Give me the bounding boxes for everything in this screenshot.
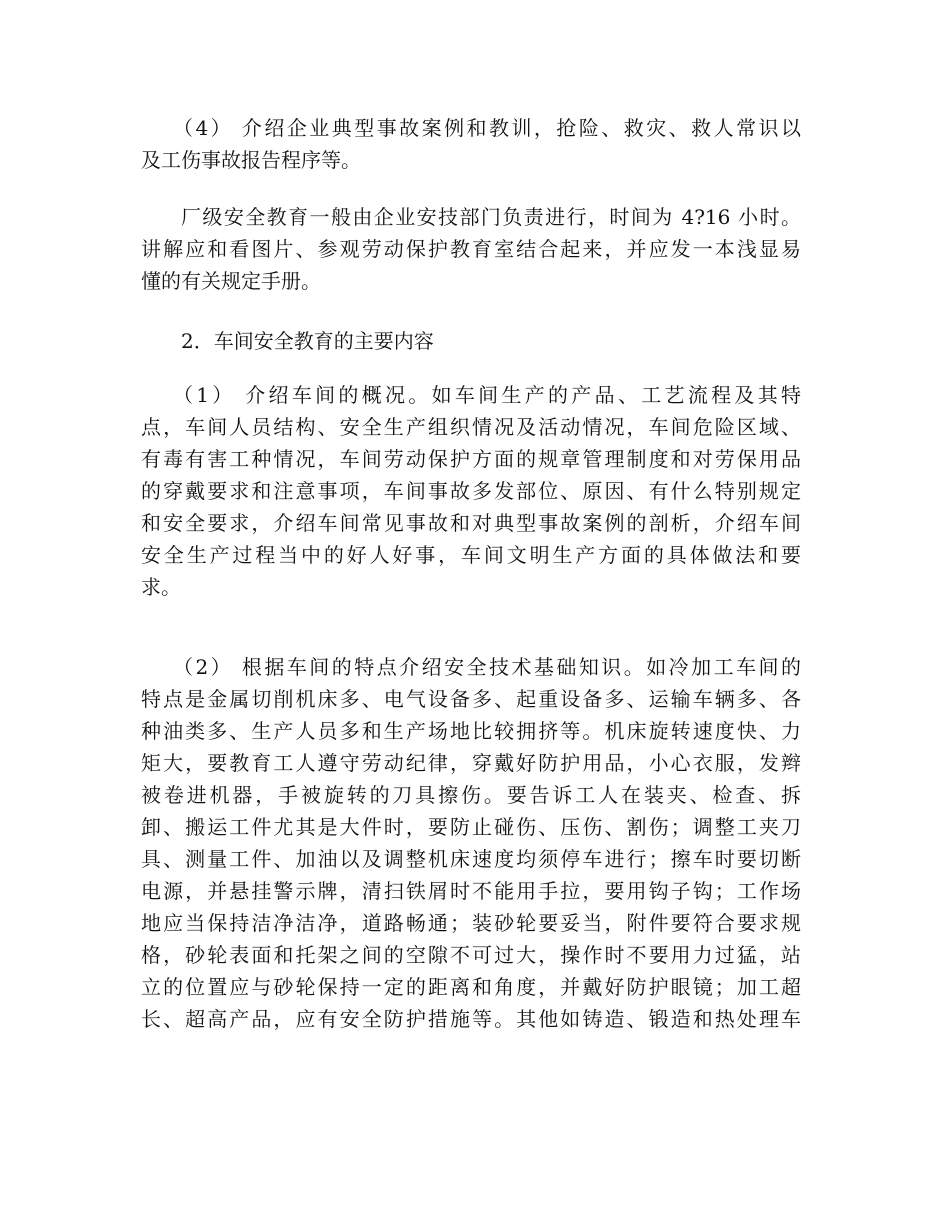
text-line: 被卷进机器，手被旋转的刀具擦伤。要告诉工人在装夹、检查、拆 (141, 783, 801, 807)
text-line: 长、超高产品，应有安全防护措施等。其他如铸造、锻造和热处理车 (141, 1007, 801, 1031)
text-line: 特点是金属切削机床多、电气设备多、起重设备多、运输车辆多、各 (141, 687, 801, 711)
text-line: 求。 (141, 575, 181, 599)
text-line: 和安全要求，介绍车间常见事故和对典型事故案例的剖析，介绍车间 (141, 511, 801, 535)
text-line: 点，车间人员结构、安全生产组织情况及活动情况，车间危险区域、 (141, 415, 801, 439)
paragraph-workshop-overview (141, 379, 801, 603)
text-line: 电源，并悬挂警示牌，清扫铁屑时不能用手拉，要用钩子钩；工作场 (141, 879, 801, 903)
text-line: 地应当保持洁净洁净，道路畅通；装砂轮要妥当，附件要符合要求规 (141, 911, 801, 935)
text-line: 懂的有关规定手册。 (141, 269, 321, 293)
section-heading-text: 2．车间安全教育的主要内容 (181, 329, 434, 353)
paragraph-factory-education (141, 201, 801, 297)
section-heading (141, 325, 801, 357)
text-line: 具、测量工件、加油以及调整机床速度均须停车进行；擦车时要切断 (141, 847, 801, 871)
text-line: 厂级安全教育一般由企业安技部门负责进行，时间为 4?16 小时。 (181, 205, 801, 229)
text-line: （4） 介绍企业典型事故案例和教训，抢险、救灾、救人常识以 (173, 116, 801, 140)
text-line: 立的位置应与砂轮保持一定的距离和角度，并戴好防护眼镜；加工超 (141, 975, 801, 999)
text-line: 矩大，要教育工人遵守劳动纪律，穿戴好防护用品，小心衣服，发辫 (141, 751, 801, 775)
text-line: 格，砂轮表面和托架之间的空隙不可过大，操作时不要用力过猛，站 (141, 943, 801, 967)
text-line: 有毒有害工种情况，车间劳动保护方面的规章管理制度和对劳保用品 (141, 447, 801, 471)
text-line: 及工伤事故报告程序等。 (141, 148, 361, 172)
text-line: 讲解应和看图片、参观劳动保护教育室结合起来，并应发一本浅显易 (141, 237, 801, 261)
paragraph-safety-techniques (141, 651, 801, 1035)
text-line: （1） 介绍车间的概况。如车间生产的产品、工艺流程及其特 (173, 383, 801, 407)
text-line: 安全生产过程当中的好人好事，车间文明生产方面的具体做法和要 (141, 543, 801, 567)
text-line: 的穿戴要求和注意事项，车间事故多发部位、原因、有什么特别规定 (141, 479, 801, 503)
text-line: （2） 根据车间的特点介绍安全技术基础知识。如冷加工车间的 (173, 655, 801, 679)
paragraph-accident-cases (141, 112, 801, 176)
text-line: 卸、搬运工件尤其是大件时，要防止碰伤、压伤、割伤；调整工夹刀 (141, 815, 801, 839)
text-line: 种油类多、生产人员多和生产场地比较拥挤等。机床旋转速度快、力 (141, 719, 801, 743)
